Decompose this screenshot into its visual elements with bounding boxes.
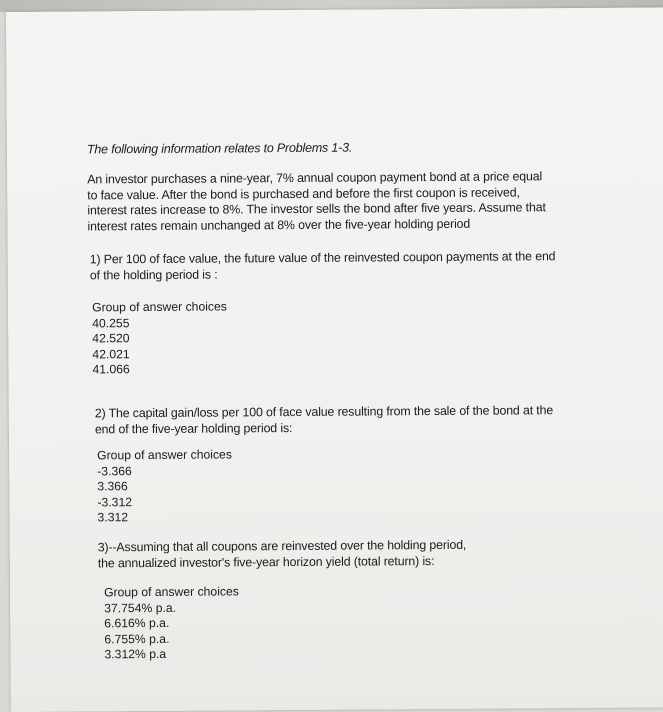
choices-header: Group of answer choices (97, 447, 232, 463)
answer-choice[interactable]: 37.754% p.a. (104, 600, 177, 615)
question-2-choices (97, 447, 232, 526)
intro-line: to face value. After the bond is purchased and before the first coupon is received, (87, 184, 520, 202)
question-line: 3)--Assuming that all coupons are reinvested over the holding period, (97, 537, 467, 555)
question-3-text (98, 537, 578, 571)
intro-line: interest rates remain unchanged at 8% over the five-year holding period (87, 216, 471, 233)
question-2-text (95, 403, 595, 437)
answer-choice[interactable]: 3.312 (97, 510, 129, 525)
intro-line: interest rates increase to 8%. The investor sells the bond after five years. Assume that (87, 200, 546, 218)
question-line: end of the five-year holding period is: (94, 420, 293, 436)
question-line: 1) Per 100 of face value, the future value of the reinvested coupon payments at the end (89, 249, 556, 267)
answer-choice[interactable]: 3.366 (97, 479, 128, 494)
choices-header: Group of answer choices (92, 299, 227, 315)
intro-title: The following information relates to Problems 1-3. (86, 140, 353, 157)
question-3-choices (104, 584, 239, 663)
question-1-choices (92, 299, 227, 378)
answer-choice[interactable]: 6.755% p.a. (104, 631, 170, 647)
question-line: of the holding period is : (89, 267, 218, 282)
question-line: 2) The capital gain/loss per 100 of face value resulting from the sale of the bond at the (94, 403, 554, 421)
question-1-text (90, 249, 610, 284)
answer-choice[interactable]: 40.255 (92, 315, 130, 330)
answer-choice[interactable]: 42.021 (92, 346, 130, 362)
question-line: the annualized investor's five-year horizon yield (total return) is: (97, 553, 435, 570)
answer-choice[interactable]: 42.520 (92, 331, 130, 346)
answer-choice[interactable]: -3.366 (97, 463, 132, 478)
choices-header: Group of answer choices (104, 584, 239, 600)
intro-line: An investor purchases a nine-year, 7% annual coupon payment bond at a price equal (87, 169, 543, 187)
answer-choice[interactable]: 41.066 (92, 362, 130, 377)
intro-paragraph (87, 169, 607, 235)
document-page (6, 7, 663, 712)
answer-choice[interactable]: 6.616% p.a. (104, 616, 170, 631)
answer-choice[interactable]: -3.312 (97, 494, 133, 510)
answer-choice[interactable]: 3.312% p.a (104, 647, 167, 662)
